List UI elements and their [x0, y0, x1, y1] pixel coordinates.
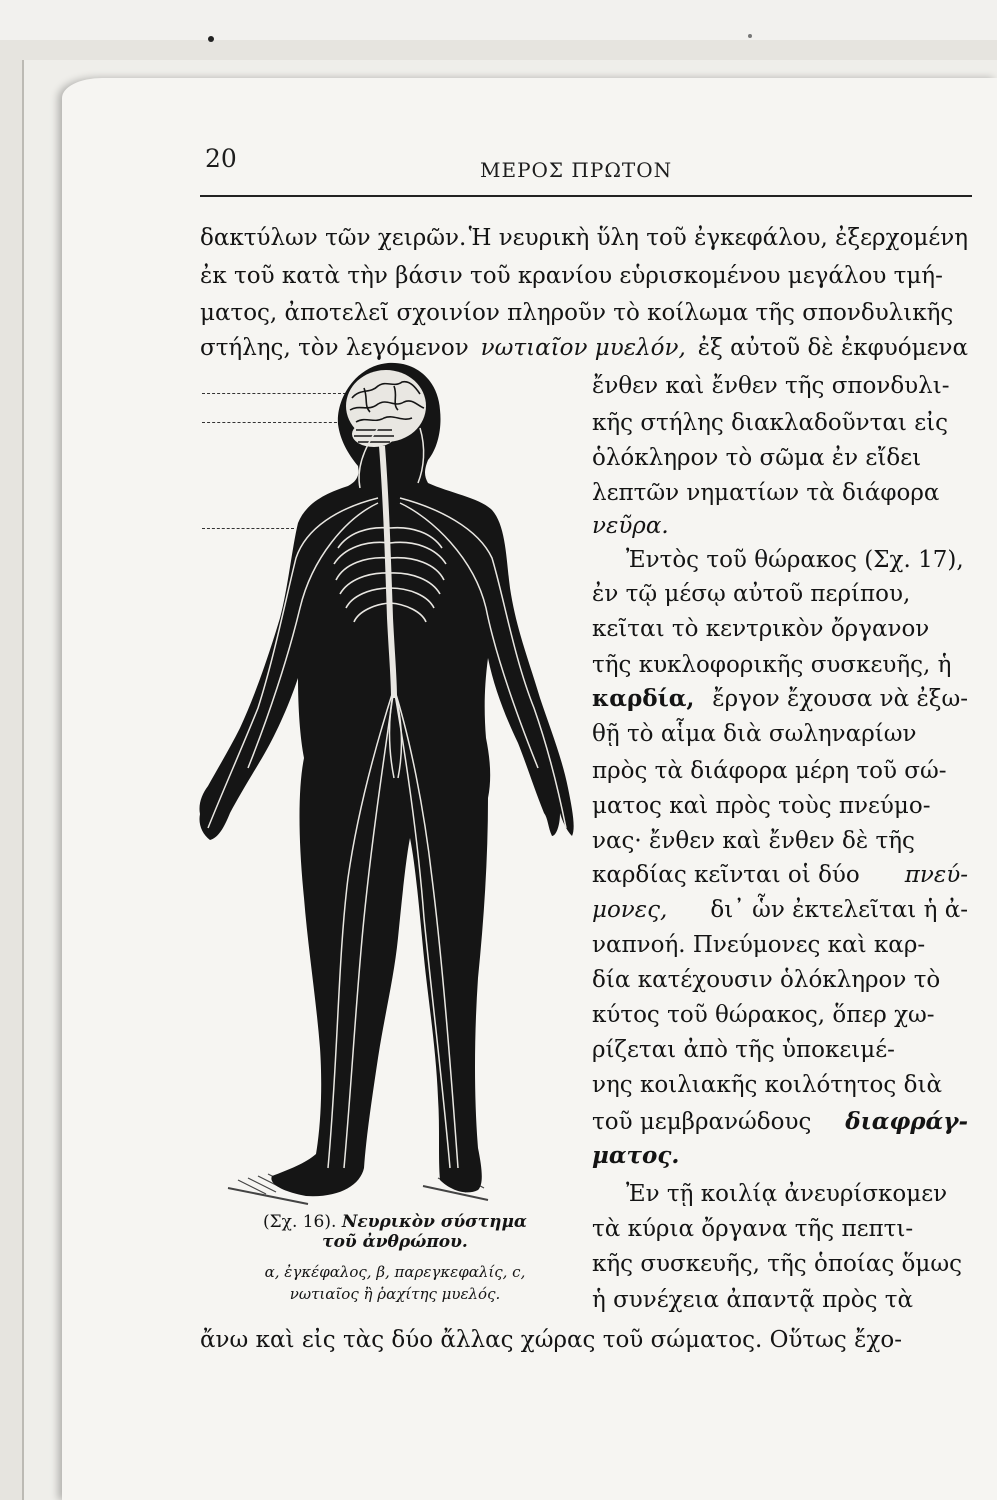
ink-speck	[748, 34, 752, 38]
text-line: κύτος τοῦ θώρακος, ὅπερ χω-	[592, 1002, 935, 1028]
text-line: μονες, δι᾽ ὧν ἐκτελεῖται ἡ ἀ-	[592, 897, 968, 923]
text-line: ἐν τῷ μέσῳ αὐτοῦ περίπου,	[592, 581, 911, 607]
text-line: ὁλόκληρον τὸ σῶμα ἐν εἴδει	[592, 445, 922, 471]
figure-legend: α, ἐγκέφαλος, β, παρεγκεφαλίς, c,	[264, 1263, 526, 1281]
figure-legend: νωτιαῖος ἢ ῥαχίτης μυελός.	[289, 1285, 501, 1303]
text-line: Ἐντὸς τοῦ θώρακος (Σχ. 17),	[626, 547, 964, 573]
text-line: κεῖται τὸ κεντρικὸν ὄργανον	[592, 616, 930, 642]
text-line: ἔνθεν καὶ ἔνθεν τῆς σπονδυλι-	[592, 373, 950, 399]
text-line: ἡ συνέχεια ἀπαντᾷ πρὸς τὰ	[592, 1287, 914, 1313]
text-line: δακτύλων τῶν χειρῶν. Ἡ νευρικὴ ὕλη τοῦ ἐγκεφάλου, ἐξερχομένη	[200, 225, 968, 251]
text-line: δία κατέχουσιν ὁλόκληρον τὸ	[592, 967, 941, 993]
text-line: θῇ τὸ αἷμα διὰ σωληναρίων	[592, 721, 917, 747]
text-line: λεπτῶν νηματίων τὰ διάφορα	[592, 480, 940, 506]
text-line: καρδίας κεῖνται οἱ δύο πνεύ-	[592, 862, 968, 888]
text-line: καρδία, ἔργον ἔχουσα νὰ ἐξω-	[592, 685, 968, 712]
text-line: κῆς συσκευῆς, τῆς ὁποίας ὅμως	[592, 1251, 962, 1277]
text-line: νης κοιλιακῆς κοιλότητος διὰ	[592, 1072, 942, 1098]
text-line: ματος καὶ πρὸς τοὺς πνεύμο-	[592, 793, 931, 819]
text-line: στήλης, τὸν λεγόμενον νωτιαῖον μυελόν, ἐξ αὐτοῦ δὲ ἐκφυόμενα	[200, 335, 968, 361]
nervous-system-illustration	[188, 358, 583, 1218]
text-line: ματος.	[592, 1142, 680, 1169]
text-line: πρὸς τὰ διάφορα μέρη τοῦ σώ-	[592, 758, 947, 784]
text-line: ναπνοή. Πνεύμονες καὶ καρ-	[592, 932, 926, 958]
ink-speck	[208, 36, 214, 42]
text-line: νας· ἔνθεν καὶ ἔνθεν δὲ τῆς	[592, 828, 915, 854]
text-line: τῆς κυκλοφορικῆς συσκευῆς, ἡ	[592, 652, 952, 678]
text-line: ἄνω καὶ εἰς τὰς δύο ἄλλας χώρας τοῦ σώματος. Οὕτως ἔχο-	[200, 1327, 903, 1353]
text-line: τὰ κύρια ὄργανα τῆς πεπτι-	[592, 1216, 914, 1242]
header-rule	[200, 195, 972, 197]
figure-title: Νευρικὸν σύστημα	[341, 1212, 528, 1232]
text-line: ρίζεται ἀπὸ τῆς ὑποκειμέ-	[592, 1037, 895, 1063]
text-line: νεῦρα.	[592, 513, 669, 539]
text-line: κῆς στήλης διακλαδοῦνται εἰς	[592, 410, 949, 436]
figure-label: (Σχ. 16).	[262, 1212, 337, 1232]
figure-title-2: τοῦ ἀνθρώπου.	[322, 1232, 468, 1252]
text-line: ἐκ τοῦ κατὰ τὴν βάσιν τοῦ κρανίου εὑρισκομένου μεγάλου τμή-	[200, 263, 943, 289]
text-line: Ἐν τῇ κοιλίᾳ ἀνευρίσκομεν	[626, 1181, 948, 1207]
bold-term: καρδία,	[592, 685, 695, 712]
bold-term: διαφράγ-	[845, 1108, 968, 1135]
running-head: ΜΕΡΟΣ ΠΡΩΤΟΝ	[480, 158, 673, 182]
text-line: ματος, ἀποτελεῖ σχοινίον πληροῦν τὸ κοίλωμα τῆς σπονδυλικῆς	[200, 300, 954, 326]
figure-caption	[200, 1212, 590, 1304]
page-number: 20	[205, 144, 237, 173]
text-line: τοῦ μεμβρανώδους διαφράγ-	[592, 1108, 968, 1135]
